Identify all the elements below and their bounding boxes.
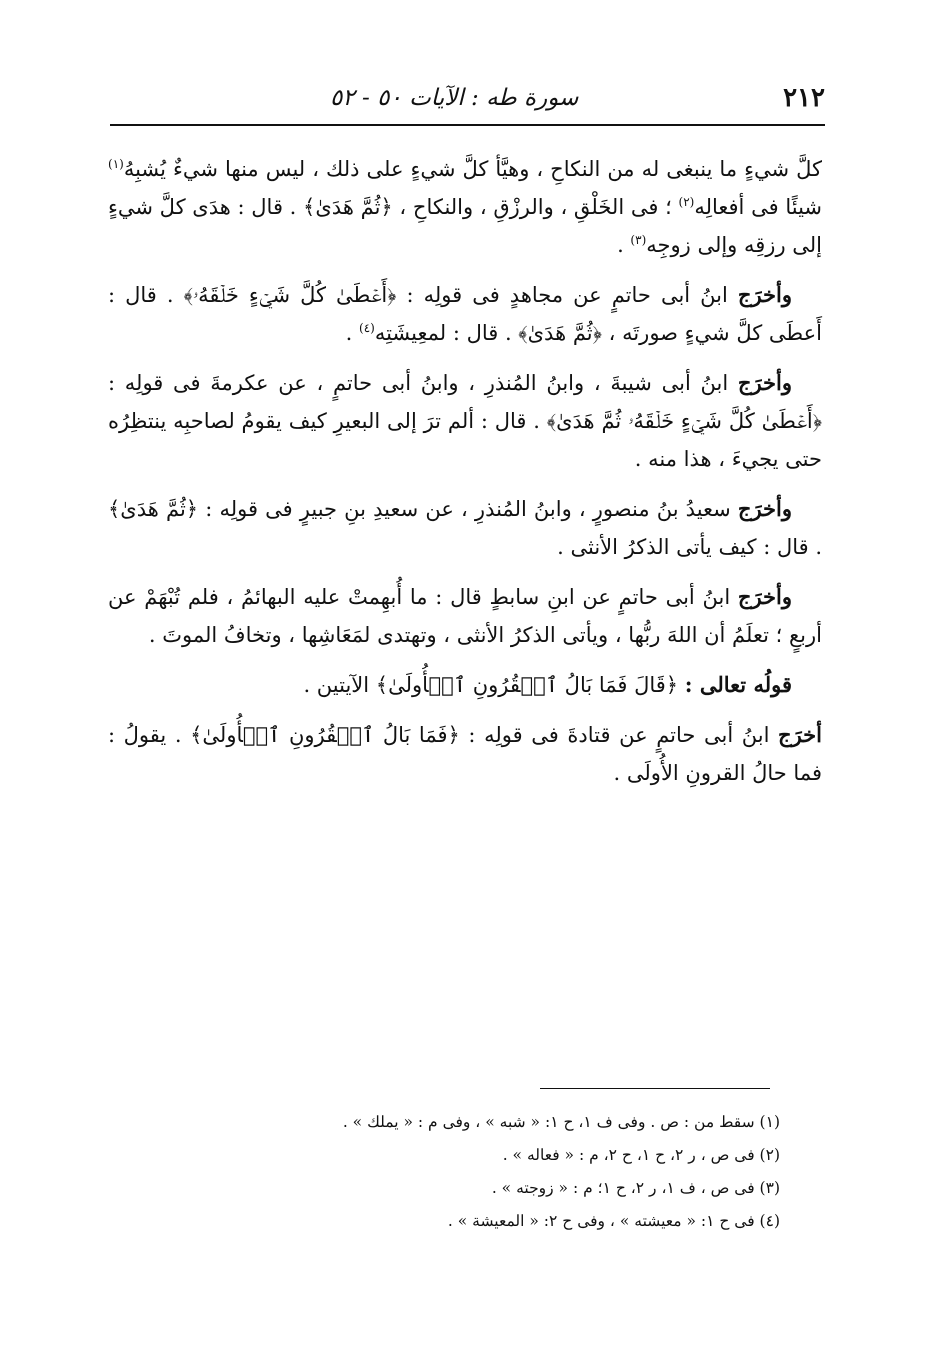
paragraph-text: ابنُ أبى شيبةَ ، وابنُ المُنذرِ ، وابنُ أبى حاتمٍ ، عن عكرمةَ فى قولِه : ﴿أَعۡطَىٰ كُلَّ شَيۡءٍ خَلۡقَهُۥ ثُمَّ هَدَىٰ﴾ . قال : ألم ترَ إلى البعيرِ كيف يقومُ لصاحبِه ينتظِرُه حتى يجيءَ ، هذا منه . [108, 371, 822, 471]
paragraph-text: شيئًا فى أفعالِه [694, 195, 822, 219]
footnotes [260, 1106, 780, 1238]
paragraph-text: ؛ فى الخَلْقِ ، والرزْقِ ، والنكاحِ ، ﴿ثُمَّ هَدَىٰ﴾ . قال : هدَى كلَّ شيءٍ إلى رزقِه وإلى زوجِه [108, 195, 822, 257]
paragraph [108, 716, 822, 792]
paragraph-text: ﴿قَالَ فَمَا بَالُ ٱلۡقُرُونِ ٱلۡأُولَىٰ﴾ الآيتين . [303, 673, 685, 697]
paragraph-lead: قولُه تعالى : [684, 672, 792, 697]
footnote-ref: (١) [108, 157, 124, 171]
footnote-ref: (٢) [678, 195, 695, 209]
paragraph [108, 364, 822, 478]
footnote: (٢) فى ص ، ر ٢، ح ١، ح ٢، م : « فعاله » . [502, 1146, 780, 1164]
footnote: (١) سقط من : ص . وفى ف ١، ح ١: « شبه » ، وفى م : « يملك » . [342, 1113, 780, 1131]
paragraph-text: كلَّ شيءٍ ما ينبغى له من النكاحِ ، وهيَّأ كلَّ شيءٍ على ذلك ، ليس منها شيءٌ يُشبِهُ [123, 157, 822, 181]
paragraph-lead: وأخرَج [737, 496, 792, 521]
page-header [110, 78, 825, 118]
paragraph [108, 150, 822, 264]
paragraph-text: . [617, 233, 631, 257]
paragraph [108, 578, 822, 654]
paragraph [108, 490, 822, 566]
footnote-ref: (٣) [630, 233, 647, 247]
page-number: ٢١٢ [783, 83, 825, 113]
body-text [108, 150, 822, 804]
footnote-ref: (٤) [359, 321, 375, 335]
paragraph [108, 666, 822, 704]
footnote: (٤) فى ح ١: « معيشته » ، وفى ح ٢: « المعيشة » . [447, 1212, 780, 1230]
header-rule [110, 124, 825, 126]
paragraph-lead: أخرَج [778, 722, 822, 747]
paragraph-lead: وأخرَج [737, 584, 792, 609]
paragraph-text: ابنُ أبى حاتمٍ عن مجاهدٍ فى قولِه : ﴿أَعۡطَىٰ كُلَّ شَيۡءٍ خَلۡقَهُۥ﴾ . قال : أَعطَى كلَّ شيءٍ صورتَه ، ﴿ثُمَّ هَدَىٰ﴾ . قال : لمعِيشَتِه [108, 283, 822, 345]
footnote: (٣) فى ص ، ف ١، ر ٢، ح ١؛ م : « زوجته » . [491, 1179, 780, 1197]
paragraph-lead: وأخرَج [737, 282, 792, 307]
paragraph-text: . [345, 321, 359, 345]
paragraph-text: ابنُ أبى حاتمٍ عن ابنِ سابطٍ قال : ما أُبهِمتْ عليه البهائمُ ، فلم تُبْهَمْ عن أربعٍ ؛ تعلَمُ أن اللهَ ربُّها ، ويأتى الذكرُ الأنثى ، وتهتدى لمَعَاشِها ، وتخافُ الموتَ . [108, 585, 822, 647]
paragraph-text: سعيدُ بنُ منصورٍ ، وابنُ المُنذرِ ، عن سعيدِ بنِ جبيرٍ فى قولِه : ﴿ثُمَّ هَدَىٰ﴾ . قال : كيف يأتى الذكرُ الأنثى . [108, 497, 822, 559]
running-head: سورة طه : الآيات ٥٠ - ٥٢ [330, 85, 579, 111]
paragraph-lead: وأخرَج [737, 370, 792, 395]
paragraph [108, 276, 822, 352]
paragraph-text: ابنُ أبى حاتمٍ عن قتادةَ فى قولِه : ﴿فَمَا بَالُ ٱلۡقُرُونِ ٱلۡأُولَىٰ﴾ . يقولُ : فما حالُ القرونِ الأُولَى . [108, 723, 822, 785]
footnote-rule [540, 1088, 770, 1089]
